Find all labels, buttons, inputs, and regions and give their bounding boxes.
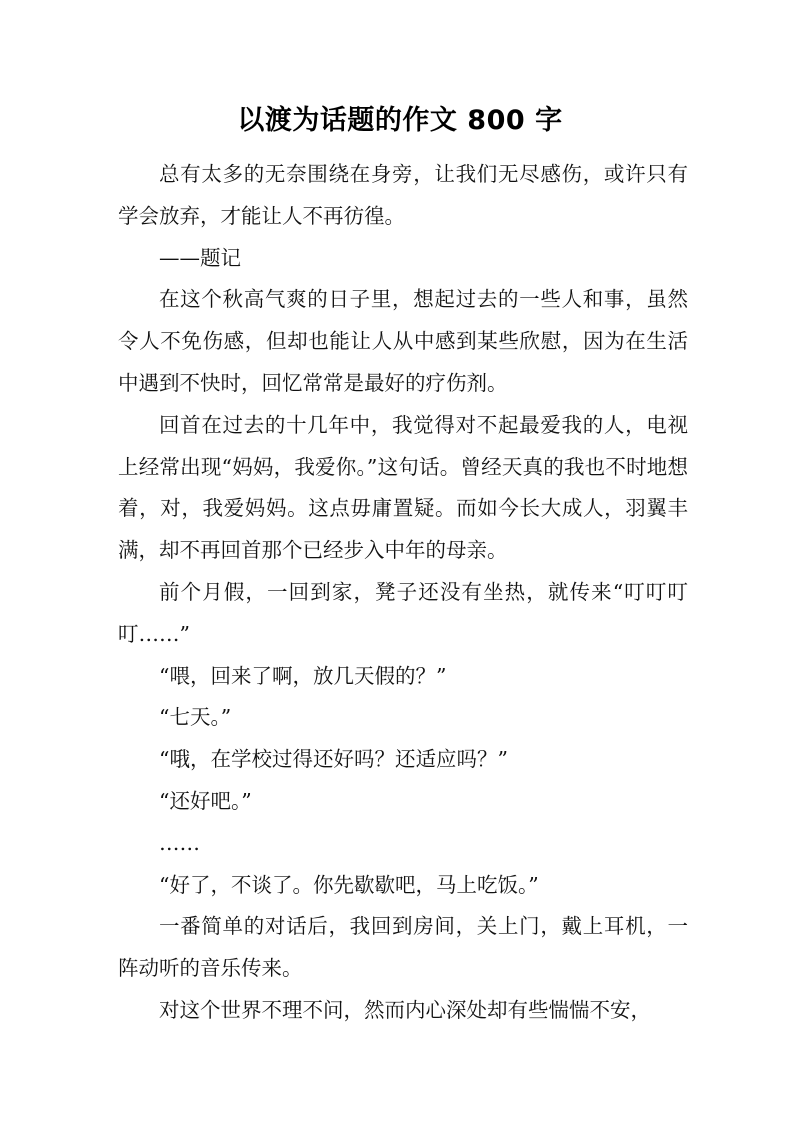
dialogue-line: “好了，不谈了。你先歇歇吧，马上吃饭。” — [159, 872, 539, 897]
document-title: 以渡为话题的作文 800 字 — [237, 105, 563, 136]
paragraph: 前个月假，一回到家，凳子还没有坐热，就传来“叮叮叮叮……” — [118, 579, 688, 646]
paragraph: 对这个世界不理不问，然而内心深处却有些惴惴不安， — [159, 997, 651, 1022]
paragraph: 在这个秋高气爽的日子里，想起过去的一些人和事，虽然令人不免伤感，但却也能让人从中感到某些欣慰，因为在生活中遇到不快时，回忆常常是最好的疗伤剂。 — [118, 287, 688, 395]
dialogue-line: “还好吧。” — [159, 788, 252, 813]
paragraph: 回首在过去的十几年中，我觉得对不起最爱我的人，电视上经常出现“妈妈，我爱你。”这句话。曾经天真的我也不时地想着，对，我爱妈妈。这点毋庸置疑。而如今长大成人，羽翼丰满，却不再回首那个已经步入中年的母亲。 — [118, 412, 688, 563]
epigraph-attribution: ——题记 — [159, 245, 241, 270]
dialogue-line: “七天。” — [159, 705, 232, 730]
document-body — [118, 154, 688, 1032]
paragraph: 一番简单的对话后，我回到房间，关上门，戴上耳机，一阵动听的音乐传来。 — [118, 914, 688, 981]
dialogue-line: “哦，在学校过得还好吗？还适应吗？” — [159, 747, 508, 772]
ellipsis-line: …… — [159, 830, 200, 855]
paragraph: 总有太多的无奈围绕在身旁，让我们无尽感伤，或许只有学会放弃，才能让人不再彷徨。 — [118, 162, 688, 228]
dialogue-line: “喂，回来了啊，放几天假的？” — [159, 663, 447, 688]
